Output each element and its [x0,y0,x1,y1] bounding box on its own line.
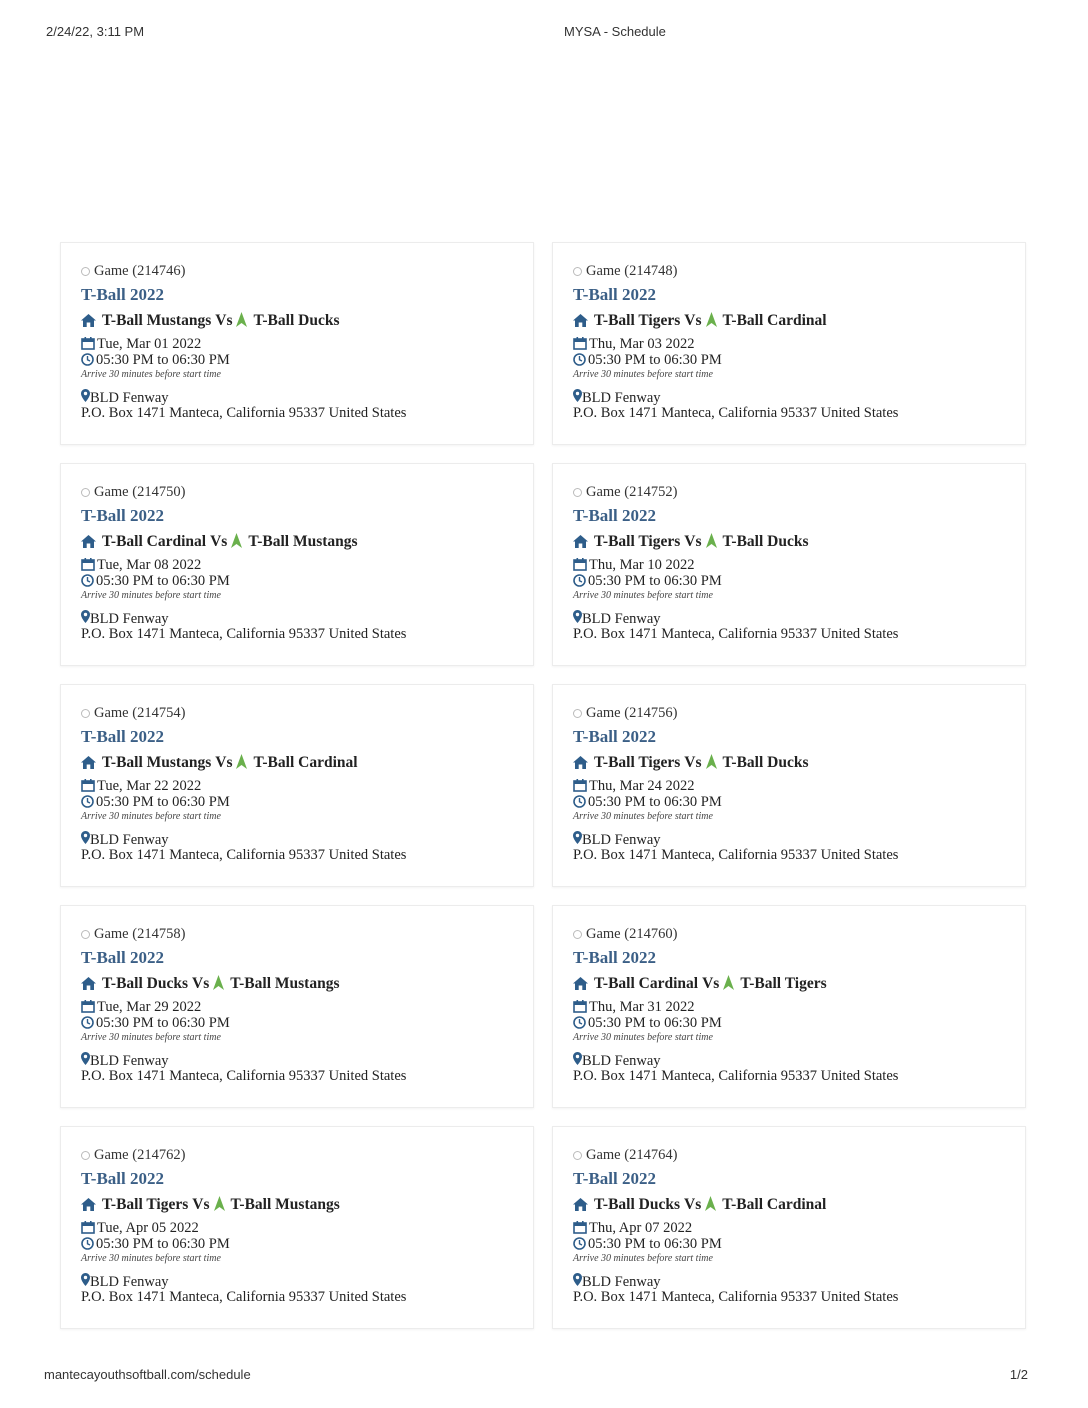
game-date: Thu, Mar 31 2022 [589,999,695,1015]
venue-name[interactable]: BLD Fenway [90,1053,169,1069]
time-row [573,352,1025,368]
clock-icon [573,1016,586,1029]
game-id-text: Game (214752) [586,484,678,500]
game-time: 05:30 PM to 06:30 PM [96,1015,230,1031]
vs-label: Vs [215,754,233,771]
away-team[interactable]: T-Ball Mustangs [230,1196,340,1213]
date-row [81,999,533,1015]
matchup [81,309,533,333]
time-row [81,573,533,589]
vs-label: Vs [684,533,702,550]
map-pin-icon [81,1273,90,1286]
date-row [573,999,1025,1015]
time-row [81,352,533,368]
calendar-icon [573,337,587,350]
home-team[interactable]: T-Ball Tigers [594,312,681,329]
print-footer [0,1367,1088,1385]
game-id-text: Game (214756) [586,705,678,721]
venue-row [573,1052,1025,1068]
home-icon [573,535,588,548]
game-date: Thu, Mar 24 2022 [589,778,695,794]
date-row [81,557,533,573]
calendar-icon [573,1221,587,1234]
game-time: 05:30 PM to 06:30 PM [588,352,722,368]
clock-icon [81,795,94,808]
venue-row [81,389,533,405]
venue-name[interactable]: BLD Fenway [90,1274,169,1290]
calendar-icon [81,1221,95,1234]
game-id [81,1145,533,1166]
game-id-text: Game (214764) [586,1147,678,1163]
league-title[interactable]: T-Ball 2022 [573,1169,656,1188]
map-pin-icon [573,610,582,623]
home-team[interactable]: T-Ball Tigers [594,754,681,771]
home-team[interactable]: T-Ball Mustangs [102,312,212,329]
home-team[interactable]: T-Ball Cardinal [102,533,207,550]
print-header [0,24,1088,42]
away-team[interactable]: T-Ball Cardinal [253,754,358,771]
game-id [573,482,1025,503]
game-id [81,703,533,724]
clock-icon [81,1237,94,1250]
calendar-icon [81,337,95,350]
away-arrow-icon [236,754,247,769]
game-card [60,1126,534,1329]
venue-name[interactable]: BLD Fenway [582,390,661,406]
print-url: mantecayouthsoftball.com/schedule [44,1367,251,1382]
map-pin-icon [573,1273,582,1286]
game-id [81,924,533,945]
game-card [552,1126,1026,1329]
arrive-note: Arrive 30 minutes before start time [573,1032,713,1043]
home-icon [573,756,588,769]
away-team[interactable]: T-Ball Mustangs [230,975,340,992]
calendar-icon [573,558,587,571]
venue-address: P.O. Box 1471 Manteca, California 95337 United States [573,626,899,642]
arrive-note: Arrive 30 minutes before start time [573,590,713,601]
game-time: 05:30 PM to 06:30 PM [588,794,722,810]
league-title[interactable]: T-Ball 2022 [573,948,656,967]
away-arrow-icon [706,754,717,769]
game-time: 05:30 PM to 06:30 PM [588,1236,722,1252]
venue-name[interactable]: BLD Fenway [90,832,169,848]
game-id [573,924,1025,945]
game-date: Thu, Apr 07 2022 [589,1220,693,1236]
game-time: 05:30 PM to 06:30 PM [96,573,230,589]
status-circle-icon [81,267,90,276]
status-circle-icon [573,709,582,718]
game-id-text: Game (214760) [586,926,678,942]
venue-row [573,389,1025,405]
game-card [552,242,1026,445]
away-team[interactable]: T-Ball Mustangs [248,533,358,550]
vs-label: Vs [702,975,720,992]
time-row [573,1015,1025,1031]
matchup [573,309,1025,333]
vs-label: Vs [684,1196,702,1213]
arrive-note: Arrive 30 minutes before start time [81,590,221,601]
game-date: Thu, Mar 03 2022 [589,336,695,352]
game-card [552,684,1026,887]
arrive-note: Arrive 30 minutes before start time [81,369,221,380]
matchup [573,530,1025,554]
map-pin-icon [573,1052,582,1065]
print-timestamp: 2/24/22, 3:11 PM [46,24,145,39]
game-date: Tue, Mar 08 2022 [97,557,202,573]
game-id [573,1145,1025,1166]
league-title[interactable]: T-Ball 2022 [573,285,656,304]
game-time: 05:30 PM to 06:30 PM [96,352,230,368]
status-circle-icon [81,709,90,718]
vs-label: Vs [192,975,210,992]
status-circle-icon [573,1151,582,1160]
home-team[interactable]: T-Ball Tigers [594,533,681,550]
date-row [573,778,1025,794]
game-time: 05:30 PM to 06:30 PM [96,794,230,810]
date-row [81,336,533,352]
game-id-text: Game (214754) [94,705,186,721]
calendar-icon [81,558,95,571]
venue-address: P.O. Box 1471 Manteca, California 95337 United States [81,1068,407,1084]
arrive-note: Arrive 30 minutes before start time [573,811,713,822]
time-row [81,1236,533,1252]
clock-icon [573,574,586,587]
league-title[interactable]: T-Ball 2022 [81,1169,164,1188]
clock-icon [573,353,586,366]
venue-name[interactable]: BLD Fenway [90,611,169,627]
matchup [573,751,1025,775]
away-arrow-icon [213,975,224,990]
game-card [60,905,534,1108]
away-team[interactable]: T-Ball Ducks [722,754,809,771]
venue-row [81,610,533,626]
home-icon [81,314,96,327]
print-page-number: 1/2 [1009,1367,1028,1382]
game-id-text: Game (214762) [94,1147,186,1163]
home-icon [573,1198,588,1211]
game-date: Thu, Mar 10 2022 [589,557,695,573]
calendar-icon [81,779,95,792]
league-title[interactable]: T-Ball 2022 [81,285,164,304]
calendar-icon [81,1000,95,1013]
game-date: Tue, Apr 05 2022 [97,1220,199,1236]
map-pin-icon [81,610,90,623]
game-card [60,463,534,666]
venue-address: P.O. Box 1471 Manteca, California 95337 United States [81,405,407,421]
vs-label: Vs [192,1196,210,1213]
away-team[interactable]: T-Ball Tigers [740,975,827,992]
game-id [81,482,533,503]
venue-row [573,831,1025,847]
league-title[interactable]: T-Ball 2022 [81,727,164,746]
game-card [60,684,534,887]
game-date: Tue, Mar 29 2022 [97,999,202,1015]
status-circle-icon [573,930,582,939]
calendar-icon [573,1000,587,1013]
venue-address: P.O. Box 1471 Manteca, California 95337 United States [81,626,407,642]
time-row [573,794,1025,810]
clock-icon [573,795,586,808]
date-row [573,1220,1025,1236]
home-team[interactable]: T-Ball Mustangs [102,754,212,771]
home-icon [573,314,588,327]
venue-row [81,831,533,847]
venue-name[interactable]: BLD Fenway [582,1274,661,1290]
league-title[interactable]: T-Ball 2022 [81,506,164,525]
time-row [81,794,533,810]
arrive-note: Arrive 30 minutes before start time [573,1253,713,1264]
venue-row [573,1273,1025,1289]
away-arrow-icon [706,312,717,327]
home-icon [573,977,588,990]
league-title[interactable]: T-Ball 2022 [81,948,164,967]
vs-label: Vs [210,533,228,550]
game-id [573,703,1025,724]
game-date: Tue, Mar 22 2022 [97,778,202,794]
game-time: 05:30 PM to 06:30 PM [588,1015,722,1031]
game-date: Tue, Mar 01 2022 [97,336,202,352]
date-row [573,557,1025,573]
venue-address: P.O. Box 1471 Manteca, California 95337 United States [573,405,899,421]
arrive-note: Arrive 30 minutes before start time [573,369,713,380]
venue-name[interactable]: BLD Fenway [582,832,661,848]
arrive-note: Arrive 30 minutes before start time [81,1253,221,1264]
home-team[interactable]: T-Ball Ducks [102,975,188,992]
home-team[interactable]: T-Ball Tigers [102,1196,189,1213]
status-circle-icon [573,488,582,497]
clock-icon [81,353,94,366]
time-row [81,1015,533,1031]
away-team[interactable]: T-Ball Ducks [722,533,809,550]
away-team[interactable]: T-Ball Cardinal [722,1196,827,1213]
matchup [573,972,1025,996]
map-pin-icon [573,831,582,844]
game-card [552,905,1026,1108]
game-card [60,242,534,445]
game-id-text: Game (214758) [94,926,186,942]
map-pin-icon [81,389,90,402]
venue-address: P.O. Box 1471 Manteca, California 95337 United States [81,1289,407,1305]
map-pin-icon [81,1052,90,1065]
status-circle-icon [573,267,582,276]
vs-label: Vs [684,754,702,771]
venue-address: P.O. Box 1471 Manteca, California 95337 United States [81,847,407,863]
venue-row [573,610,1025,626]
game-id-text: Game (214750) [94,484,186,500]
away-arrow-icon [214,1196,225,1211]
league-title[interactable]: T-Ball 2022 [573,506,656,525]
matchup [81,751,533,775]
status-circle-icon [81,488,90,497]
home-icon [81,977,96,990]
time-row [573,573,1025,589]
game-time: 05:30 PM to 06:30 PM [96,1236,230,1252]
game-card [552,463,1026,666]
calendar-icon [573,779,587,792]
matchup [81,972,533,996]
home-icon [81,1198,96,1211]
game-id [573,261,1025,282]
game-time: 05:30 PM to 06:30 PM [588,573,722,589]
away-arrow-icon [231,533,242,548]
arrive-note: Arrive 30 minutes before start time [81,811,221,822]
game-id [81,261,533,282]
home-team[interactable]: T-Ball Ducks [594,1196,680,1213]
clock-icon [81,574,94,587]
away-arrow-icon [705,1196,716,1211]
date-row [573,336,1025,352]
vs-label: Vs [684,312,702,329]
home-icon [81,756,96,769]
venue-name[interactable]: BLD Fenway [90,390,169,406]
clock-icon [573,1237,586,1250]
status-circle-icon [81,930,90,939]
matchup [573,1193,1025,1217]
vs-label: Vs [215,312,233,329]
venue-row [81,1052,533,1068]
venue-name[interactable]: BLD Fenway [582,611,661,627]
game-id-text: Game (214748) [586,263,678,279]
home-icon [81,535,96,548]
matchup [81,530,533,554]
away-arrow-icon [706,533,717,548]
map-pin-icon [573,389,582,402]
away-arrow-icon [723,975,734,990]
matchup [81,1193,533,1217]
away-team[interactable]: T-Ball Cardinal [722,312,827,329]
away-arrow-icon [236,312,247,327]
league-title[interactable]: T-Ball 2022 [573,727,656,746]
arrive-note: Arrive 30 minutes before start time [81,1032,221,1043]
schedule-grid [60,242,1026,1347]
away-team[interactable]: T-Ball Ducks [253,312,340,329]
status-circle-icon [81,1151,90,1160]
date-row [81,778,533,794]
venue-row [81,1273,533,1289]
print-page-title: MYSA - Schedule [564,24,666,39]
venue-name[interactable]: BLD Fenway [582,1053,661,1069]
game-id-text: Game (214746) [94,263,186,279]
venue-address: P.O. Box 1471 Manteca, California 95337 United States [573,847,899,863]
map-pin-icon [81,831,90,844]
venue-address: P.O. Box 1471 Manteca, California 95337 United States [573,1068,899,1084]
clock-icon [81,1016,94,1029]
date-row [81,1220,533,1236]
time-row [573,1236,1025,1252]
home-team[interactable]: T-Ball Cardinal [594,975,699,992]
venue-address: P.O. Box 1471 Manteca, California 95337 United States [573,1289,899,1305]
